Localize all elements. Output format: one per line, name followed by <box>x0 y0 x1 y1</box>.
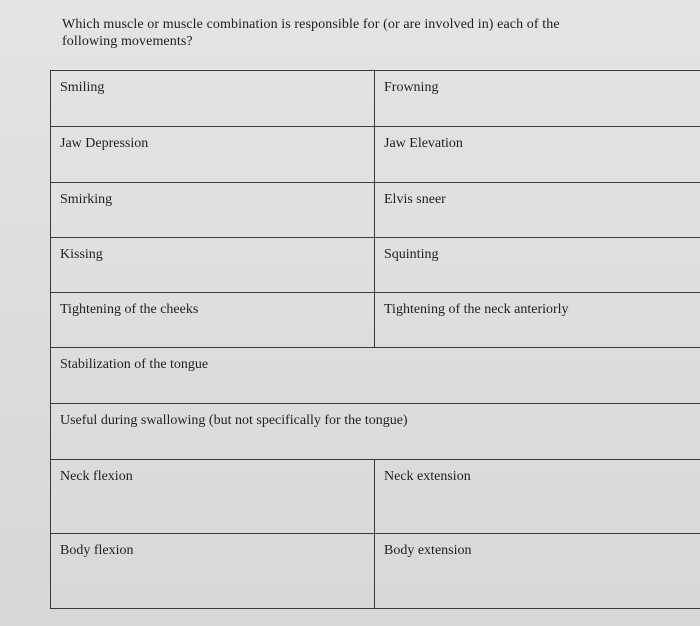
table-cell <box>51 238 375 293</box>
table-cell <box>51 183 375 238</box>
movement-label: Useful during swallowing (but not specifically for the tongue) <box>60 413 408 428</box>
table-row <box>51 238 700 293</box>
table-row <box>51 71 700 127</box>
movement-label: Neck extension <box>384 469 471 484</box>
movement-label: Jaw Elevation <box>384 136 463 151</box>
table-cell <box>375 238 700 293</box>
movement-label: Jaw Depression <box>60 136 149 151</box>
table-cell <box>375 534 700 609</box>
table-row <box>51 348 700 404</box>
movement-label: Tightening of the neck anteriorly <box>384 302 569 317</box>
table-cell <box>51 71 375 127</box>
movement-label: Smirking <box>60 192 113 207</box>
table-row <box>51 460 700 534</box>
movement-label: Neck flexion <box>60 469 133 484</box>
question-text <box>62 16 622 50</box>
movement-label: Stabilization of the tongue <box>60 357 209 372</box>
table-cell <box>375 460 700 534</box>
table-row <box>51 534 700 609</box>
table-row <box>51 127 700 183</box>
table-cell <box>51 460 375 534</box>
table-row <box>51 404 700 460</box>
movement-label: Squinting <box>384 247 439 262</box>
table-cell <box>51 127 375 183</box>
movements-table <box>50 70 700 609</box>
table-cell <box>375 71 700 127</box>
table-row <box>51 183 700 238</box>
table-cell <box>375 183 700 238</box>
movement-label: Kissing <box>60 247 103 262</box>
movement-label: Tightening of the cheeks <box>60 302 199 317</box>
movement-label: Body flexion <box>60 543 134 558</box>
table-cell <box>375 127 700 183</box>
question-line-2: following movements? <box>62 34 193 49</box>
movement-label: Smiling <box>60 80 105 95</box>
movement-label: Elvis sneer <box>384 192 446 207</box>
table-cell <box>51 293 375 348</box>
question-line-1: Which muscle or muscle combination is responsible for (or are involved in) each of the <box>62 17 560 32</box>
table-cell <box>51 534 375 609</box>
movement-label: Body extension <box>384 543 472 558</box>
movement-label: Frowning <box>384 80 439 95</box>
table-row <box>51 293 700 348</box>
table-cell-full <box>51 404 700 460</box>
table-cell-full <box>51 348 700 404</box>
table-cell <box>375 293 700 348</box>
